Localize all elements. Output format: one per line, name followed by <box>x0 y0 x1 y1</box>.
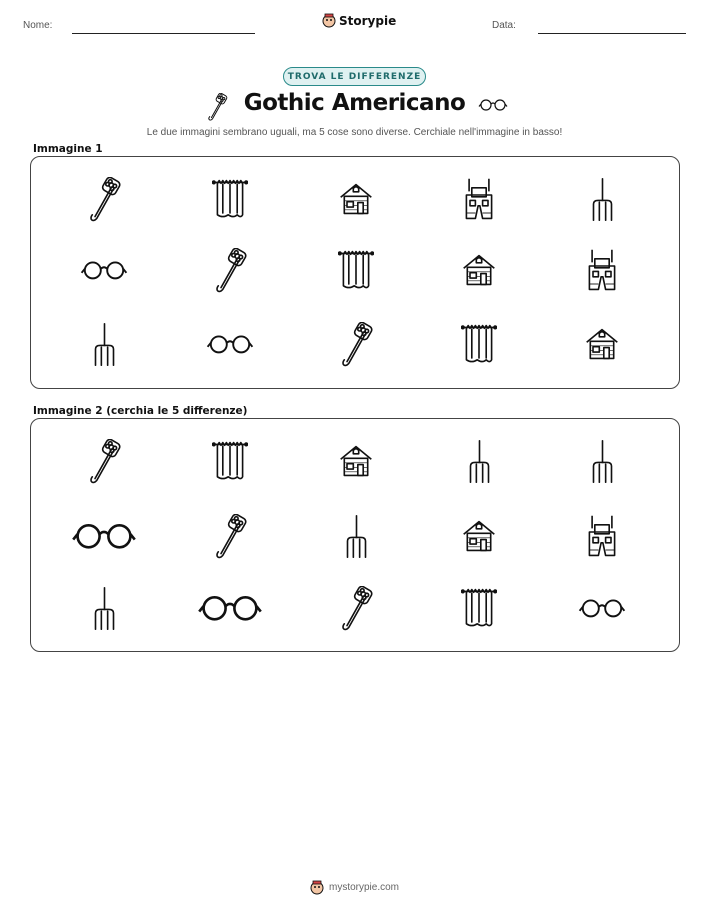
curtain-icon <box>212 439 248 484</box>
activity-badge: TROVA LE DIFFERENZE <box>283 67 426 86</box>
image-panel-2 <box>30 418 680 652</box>
glasses-icon <box>71 522 137 551</box>
grid-cell[interactable] <box>74 169 134 229</box>
instructions: Le due immagini sembrano uguali, ma 5 cose sono diverse. Cerchiale nell'immagine in basso! <box>146 127 563 138</box>
grid-cell[interactable] <box>200 240 260 300</box>
brand-name: Storypie <box>339 13 397 28</box>
grid-cell[interactable] <box>74 314 134 374</box>
curtain-icon <box>461 322 497 367</box>
overalls-icon <box>461 177 497 222</box>
storypie-mascot-icon <box>322 13 336 28</box>
grid-cell[interactable] <box>572 506 632 566</box>
grid-cell[interactable] <box>74 506 134 566</box>
overalls-icon <box>584 248 620 293</box>
grid-cell[interactable] <box>449 240 509 300</box>
date-field[interactable] <box>538 33 686 34</box>
grid-cell[interactable] <box>200 314 260 374</box>
safety-pin-icon <box>338 322 374 367</box>
grid-cell[interactable] <box>200 431 260 491</box>
pitchfork-icon <box>589 177 616 222</box>
glasses-icon <box>478 98 508 112</box>
image-panel-1 <box>30 156 680 389</box>
grid-cell[interactable] <box>449 314 509 374</box>
grid-cell[interactable] <box>74 578 134 638</box>
pitchfork-icon <box>91 322 118 367</box>
grid-cell[interactable] <box>449 169 509 229</box>
grid-cell[interactable] <box>200 169 260 229</box>
footer-site: mystorypie.com <box>328 882 399 893</box>
grid-cell[interactable] <box>572 431 632 491</box>
safety-pin-icon <box>338 586 374 631</box>
glasses-icon <box>197 594 263 623</box>
name-field[interactable] <box>72 33 255 34</box>
pitchfork-icon <box>343 514 370 559</box>
footer <box>0 880 709 895</box>
panel-1-label: Immagine 1 <box>33 143 103 155</box>
house-icon <box>461 252 497 288</box>
pitchfork-icon <box>91 586 118 631</box>
house-icon <box>338 443 374 479</box>
grid-cell[interactable] <box>74 240 134 300</box>
grid-cell[interactable] <box>449 578 509 638</box>
pitchfork-icon <box>589 439 616 484</box>
grid-cell[interactable] <box>326 506 386 566</box>
curtain-icon <box>338 248 374 293</box>
house-icon <box>461 518 497 554</box>
glasses-icon <box>578 598 626 619</box>
pitchfork-icon <box>466 439 493 484</box>
grid-cell[interactable] <box>449 431 509 491</box>
safety-pin-icon <box>212 248 248 293</box>
curtain-icon <box>212 177 248 222</box>
glasses-icon <box>80 260 128 281</box>
grid-cell[interactable] <box>449 506 509 566</box>
grid-cell[interactable] <box>200 506 260 566</box>
grid-cell[interactable] <box>74 431 134 491</box>
house-icon <box>584 326 620 362</box>
grid-cell[interactable] <box>572 314 632 374</box>
safety-pin-icon <box>212 514 248 559</box>
page-title: Gothic Americano <box>243 90 466 116</box>
grid-cell[interactable] <box>326 240 386 300</box>
grid-cell[interactable] <box>326 314 386 374</box>
safety-pin-icon <box>86 439 122 484</box>
overalls-icon <box>584 514 620 559</box>
grid-cell[interactable] <box>326 431 386 491</box>
safety-pin-icon <box>86 177 122 222</box>
storypie-logo <box>322 13 396 28</box>
grid-cell[interactable] <box>572 578 632 638</box>
glasses-icon <box>206 334 254 355</box>
grid-cell[interactable] <box>572 240 632 300</box>
storypie-mascot-icon <box>310 880 324 895</box>
grid-cell[interactable] <box>572 169 632 229</box>
name-label: Nome: <box>23 20 53 31</box>
date-label: Data: <box>492 20 516 31</box>
grid-cell[interactable] <box>200 578 260 638</box>
grid-cell[interactable] <box>326 578 386 638</box>
house-icon <box>338 181 374 217</box>
curtain-icon <box>461 586 497 631</box>
grid-cell[interactable] <box>326 169 386 229</box>
panel-2-label: Immagine 2 (cerchia le 5 differenze) <box>33 405 248 417</box>
